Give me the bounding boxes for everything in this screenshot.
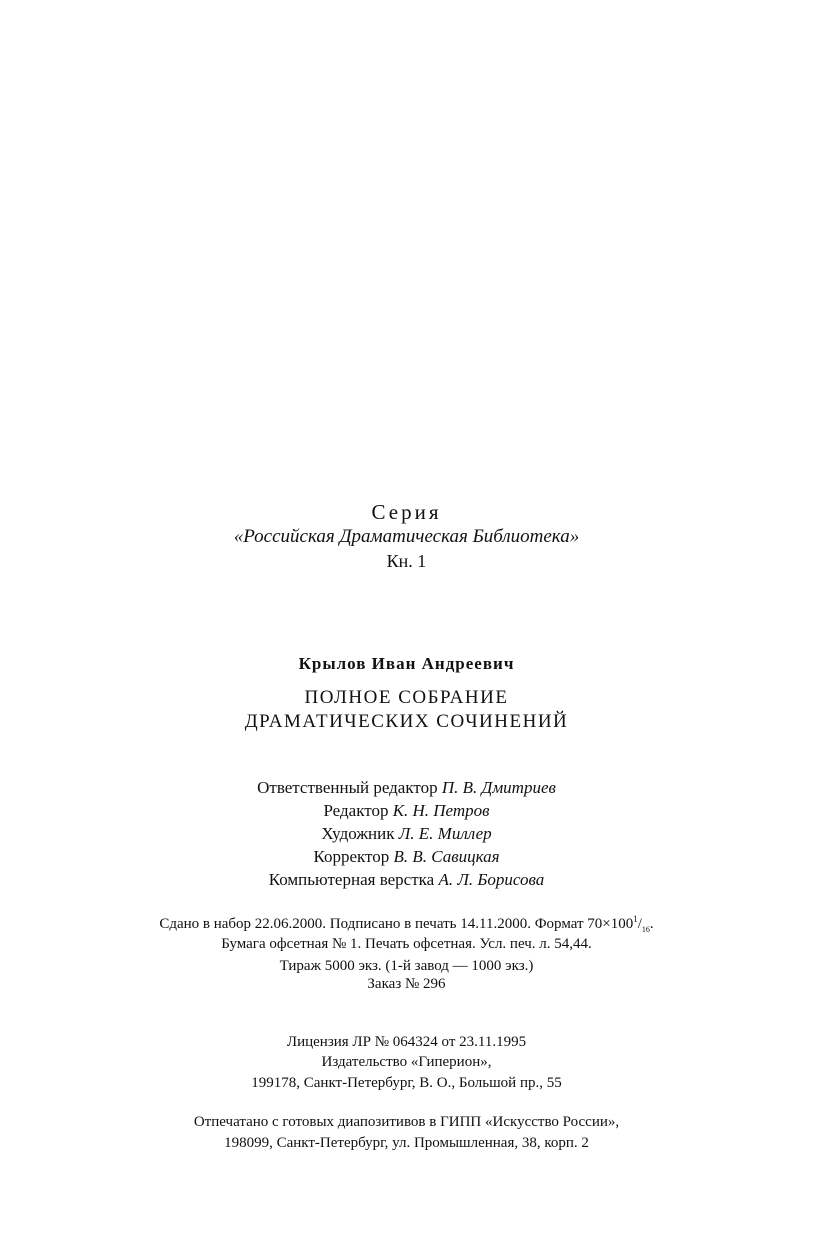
license-number: Лицензия ЛР № 064324 от 23.11.1995: [286, 1034, 527, 1050]
format-denominator: 16: [641, 925, 650, 934]
credit-editor: [0, 801, 813, 821]
credit-person: К. Н. Петров: [392, 801, 490, 820]
imprint-order: Заказ № 296: [367, 976, 446, 992]
credit-artist: [0, 824, 813, 844]
series-label: Серия: [371, 500, 442, 524]
credit-layout: [0, 870, 813, 890]
imprint-line-end: .: [649, 916, 654, 932]
credit-person: В. В. Савицкая: [393, 847, 500, 866]
credit-role: Художник: [321, 824, 395, 843]
credit-executive-editor: [0, 778, 813, 798]
publisher-name: Издательство «Гиперион»,: [321, 1054, 492, 1070]
book-title-line-1: ПОЛНОЕ СОБРАНИЕ: [304, 687, 509, 708]
credit-role: Редактор: [323, 801, 389, 820]
printer-name: Отпечатано с готовых диапозитивов в ГИПП «Искусство России»,: [193, 1114, 620, 1130]
author-name: Крылов Иван Андреевич: [298, 654, 515, 673]
credit-person: А. Л. Борисова: [438, 870, 545, 889]
book-title-line-2: ДРАМАТИЧЕСКИХ СОЧИНЕНИЙ: [244, 711, 569, 732]
imprint-dates-text: Сдано в набор 22.06.2000. Подписано в печать 14.11.2000. Формат 70×100: [159, 916, 634, 932]
format-numerator: 1: [633, 914, 638, 924]
credit-role: Корректор: [313, 847, 390, 866]
credit-person: Л. Е. Миллер: [398, 824, 492, 843]
imprint-paper: Бумага офсетная № 1. Печать офсетная. Усл. печ. л. 54,44.: [221, 936, 592, 952]
credit-role: Компьютерная верстка: [268, 870, 435, 889]
printer-address: 198099, Санкт-Петербург, ул. Промышленная, 38, корп. 2: [224, 1135, 589, 1151]
publisher-address: 199178, Санкт-Петербург, В. О., Большой пр., 55: [251, 1075, 562, 1091]
format-fraction: [633, 916, 650, 932]
series-book-number: Кн. 1: [386, 551, 427, 571]
credit-proofreader: [0, 847, 813, 867]
format-slash: /: [637, 916, 642, 932]
credit-role: Ответственный редактор: [257, 778, 438, 797]
imprint-print-run: Тираж 5000 экз. (1-й завод — 1000 экз.): [279, 958, 534, 974]
credit-person: П. В. Дмитриев: [441, 778, 556, 797]
imprint-dates-format: [0, 914, 813, 934]
series-name: «Российская Драматическая Библиотека»: [233, 526, 580, 547]
